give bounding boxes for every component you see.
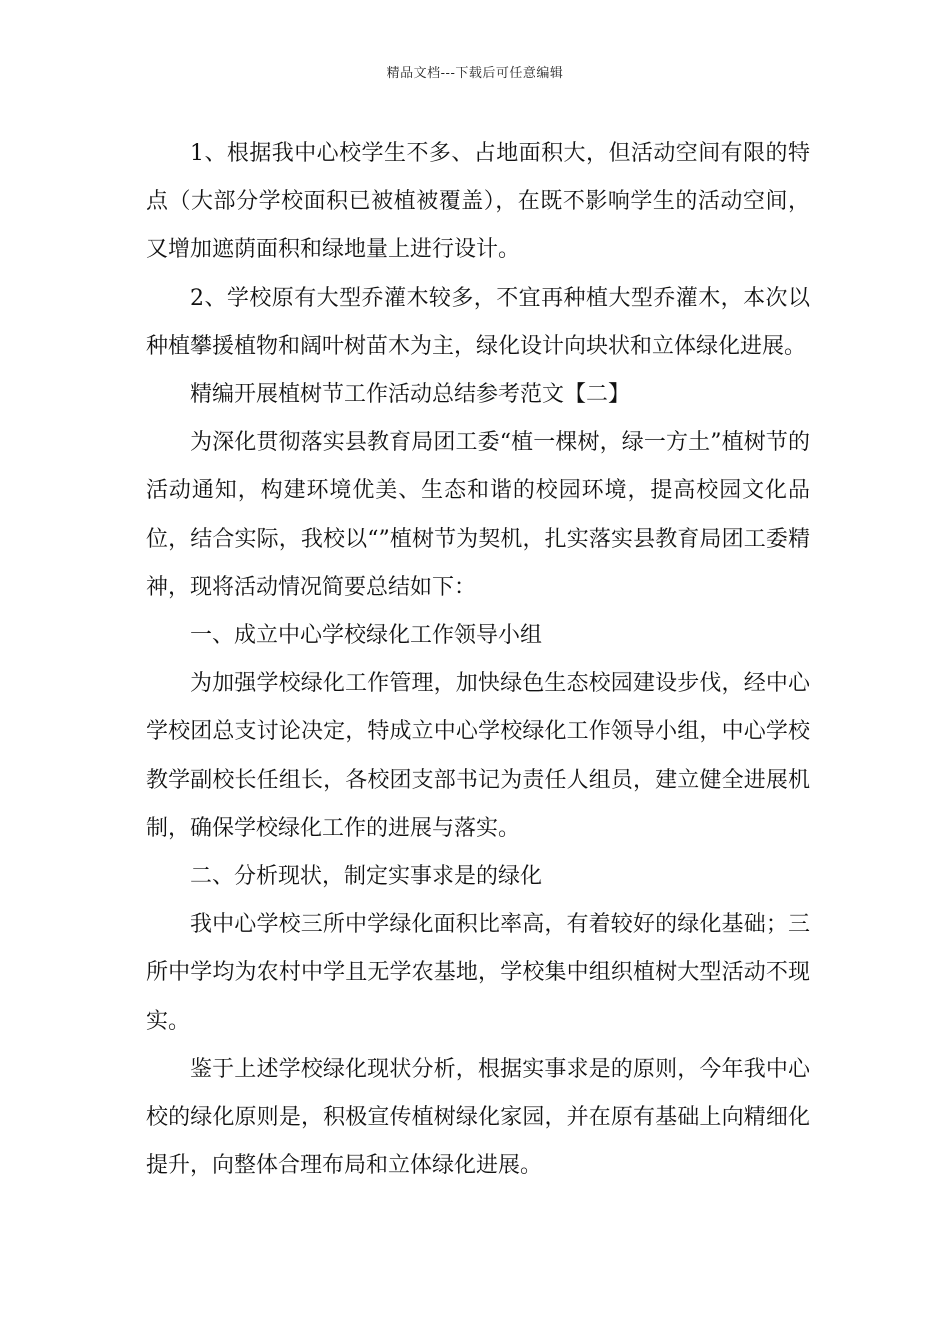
section-title: 精编开展植树节工作活动总结参考范文【二】 (190, 382, 631, 408)
heading-analysis: 二、分析现状，制定实事求是的绿化 (190, 864, 543, 890)
heading-leadership-group: 一、成立中心学校绿化工作领导小组 (190, 623, 543, 649)
paragraph-point-2: 2、学校原有大型乔灌木较多，不宜再种植大型乔灌木，本次以种植攀援植物和阔叶树苗木为主，绿化设计向块状和立体绿化进展。 (146, 285, 810, 359)
document-body (146, 130, 810, 1190)
page-header: 精品文档---下载后可任意编辑 (386, 66, 564, 81)
paragraph-leadership-group: 为加强学校绿化工作管理，加快绿色生态校园建设步伐，经中心学校团总支讨论决定，特成立中心学校绿化工作领导小组，中心学校教学副校长任组长，各校团支部书记为责任人组员，建立健全进展机制，确保学校绿化工作的进展与落实。 (146, 671, 810, 841)
paragraph-intro: 为深化贯彻落实县教育局团工委“植一棵树，绿一方土”植树节的活动通知，构建环境优美、生态和谐的校园环境，提高校园文化品位，结合实际，我校以“”植树节为契机，扎实落实县教育局团工委精神，现将活动情况简要总结如下： (146, 430, 810, 600)
paragraph-principle: 鉴于上述学校绿化现状分析，根据实事求是的原则，今年我中心校的绿化原则是，积极宣传植树绿化家园，并在原有基础上向精细化提升，向整体合理布局和立体绿化进展。 (146, 1056, 810, 1179)
paragraph-analysis: 我中心学校三所中学绿化面积比率高，有着较好的绿化基础；三所中学均为农村中学且无学农基地，学校集中组织植树大型活动不现实。 (146, 912, 810, 1034)
paragraph-point-1: 1、根据我中心校学生不多、占地面积大，但活动空间有限的特点（大部分学校面积已被植被覆盖），在既不影响学生的活动空间，又增加遮荫面积和绿地量上进行设计。 (146, 141, 810, 263)
